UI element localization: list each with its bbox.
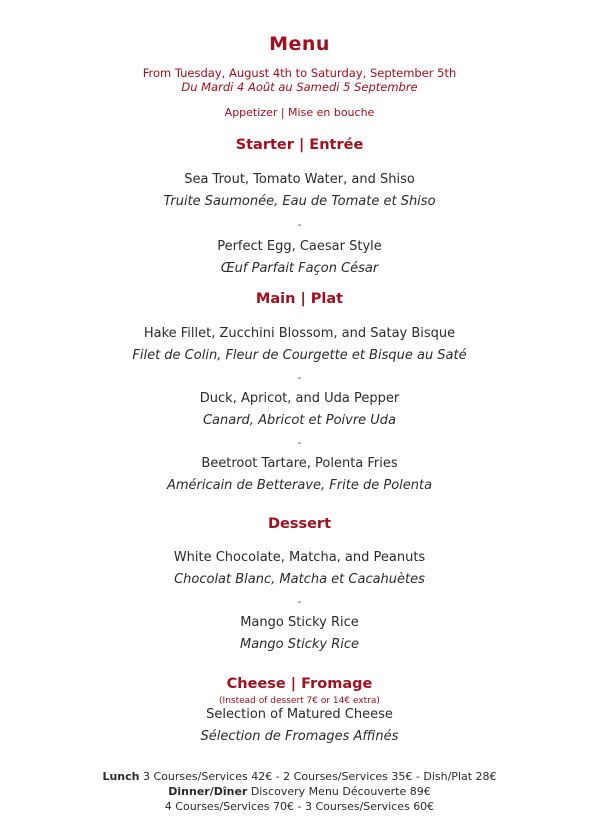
main-dish-3-fr: Américain de Betterave, Frite de Polenta (166, 478, 433, 493)
starter-dish-1-en: Sea Trout, Tomato Water, and Shiso (184, 172, 415, 187)
lunch-label: Lunch (102, 770, 140, 783)
footer-dinner-line (0, 785, 599, 798)
cheese-dish-fr: Sélection de Fromages Affinés (200, 729, 399, 744)
appetizer-line: Appetizer | Mise en bouche (224, 106, 375, 119)
section-title-dessert: Dessert (267, 516, 332, 532)
dates-french: Du Mardi 4 Août au Samedi 5 Septembre (181, 80, 418, 94)
dish-separator: - (297, 371, 302, 384)
dish-separator: - (297, 436, 302, 449)
cheese-dish-en: Selection of Matured Cheese (206, 707, 393, 722)
dinner-discovery-price: Discovery Menu Découverte 89€ (247, 785, 431, 798)
dessert-dish-1-en: White Chocolate, Matcha, and Peanuts (173, 550, 426, 565)
cheese-price-note: (Instead of dessert 7€ or 14€ extra) (219, 696, 380, 706)
dessert-dish-2-fr: Mango Sticky Rice (239, 637, 359, 652)
page-title: Menu (269, 33, 330, 55)
dish-separator: - (297, 595, 302, 608)
main-dish-3-en: Beetroot Tartare, Polenta Fries (201, 456, 398, 471)
dinner-label: Dinner/Dîner (168, 785, 248, 798)
dessert-dish-1-fr: Chocolat Blanc, Matcha et Cacahuètes (174, 572, 425, 587)
dates-english: From Tuesday, August 4th to Saturday, September 5th (142, 66, 457, 80)
dish-separator: - (297, 218, 302, 231)
section-title-cheese: Cheese | Fromage (226, 676, 373, 692)
footer-lunch-line (0, 770, 599, 783)
section-title-main: Main | Plat (255, 291, 344, 307)
starter-dish-1-fr: Truite Saumonée, Eau de Tomate et Shiso (163, 194, 436, 209)
main-dish-1-fr: Filet de Colin, Fleur de Courgette et Bisque au Saté (132, 348, 467, 363)
main-dish-1-en: Hake Fillet, Zucchini Blossom, and Satay Bisque (143, 326, 456, 341)
starter-dish-2-fr: Œuf Parfait Façon César (220, 261, 379, 276)
main-dish-2-fr: Canard, Abricot et Poivre Uda (202, 413, 397, 428)
lunch-prices: 3 Courses/Services 42€ - 2 Courses/Services 35€ - Dish/Plat 28€ (139, 770, 497, 783)
main-dish-2-en: Duck, Apricot, and Uda Pepper (199, 391, 400, 406)
dessert-dish-2-en: Mango Sticky Rice (240, 615, 359, 630)
starter-dish-2-en: Perfect Egg, Caesar Style (217, 239, 382, 254)
footer-dinner-courses: 4 Courses/Services 70€ - 3 Courses/Services 60€ (164, 800, 435, 813)
section-title-starter: Starter | Entrée (235, 137, 364, 153)
